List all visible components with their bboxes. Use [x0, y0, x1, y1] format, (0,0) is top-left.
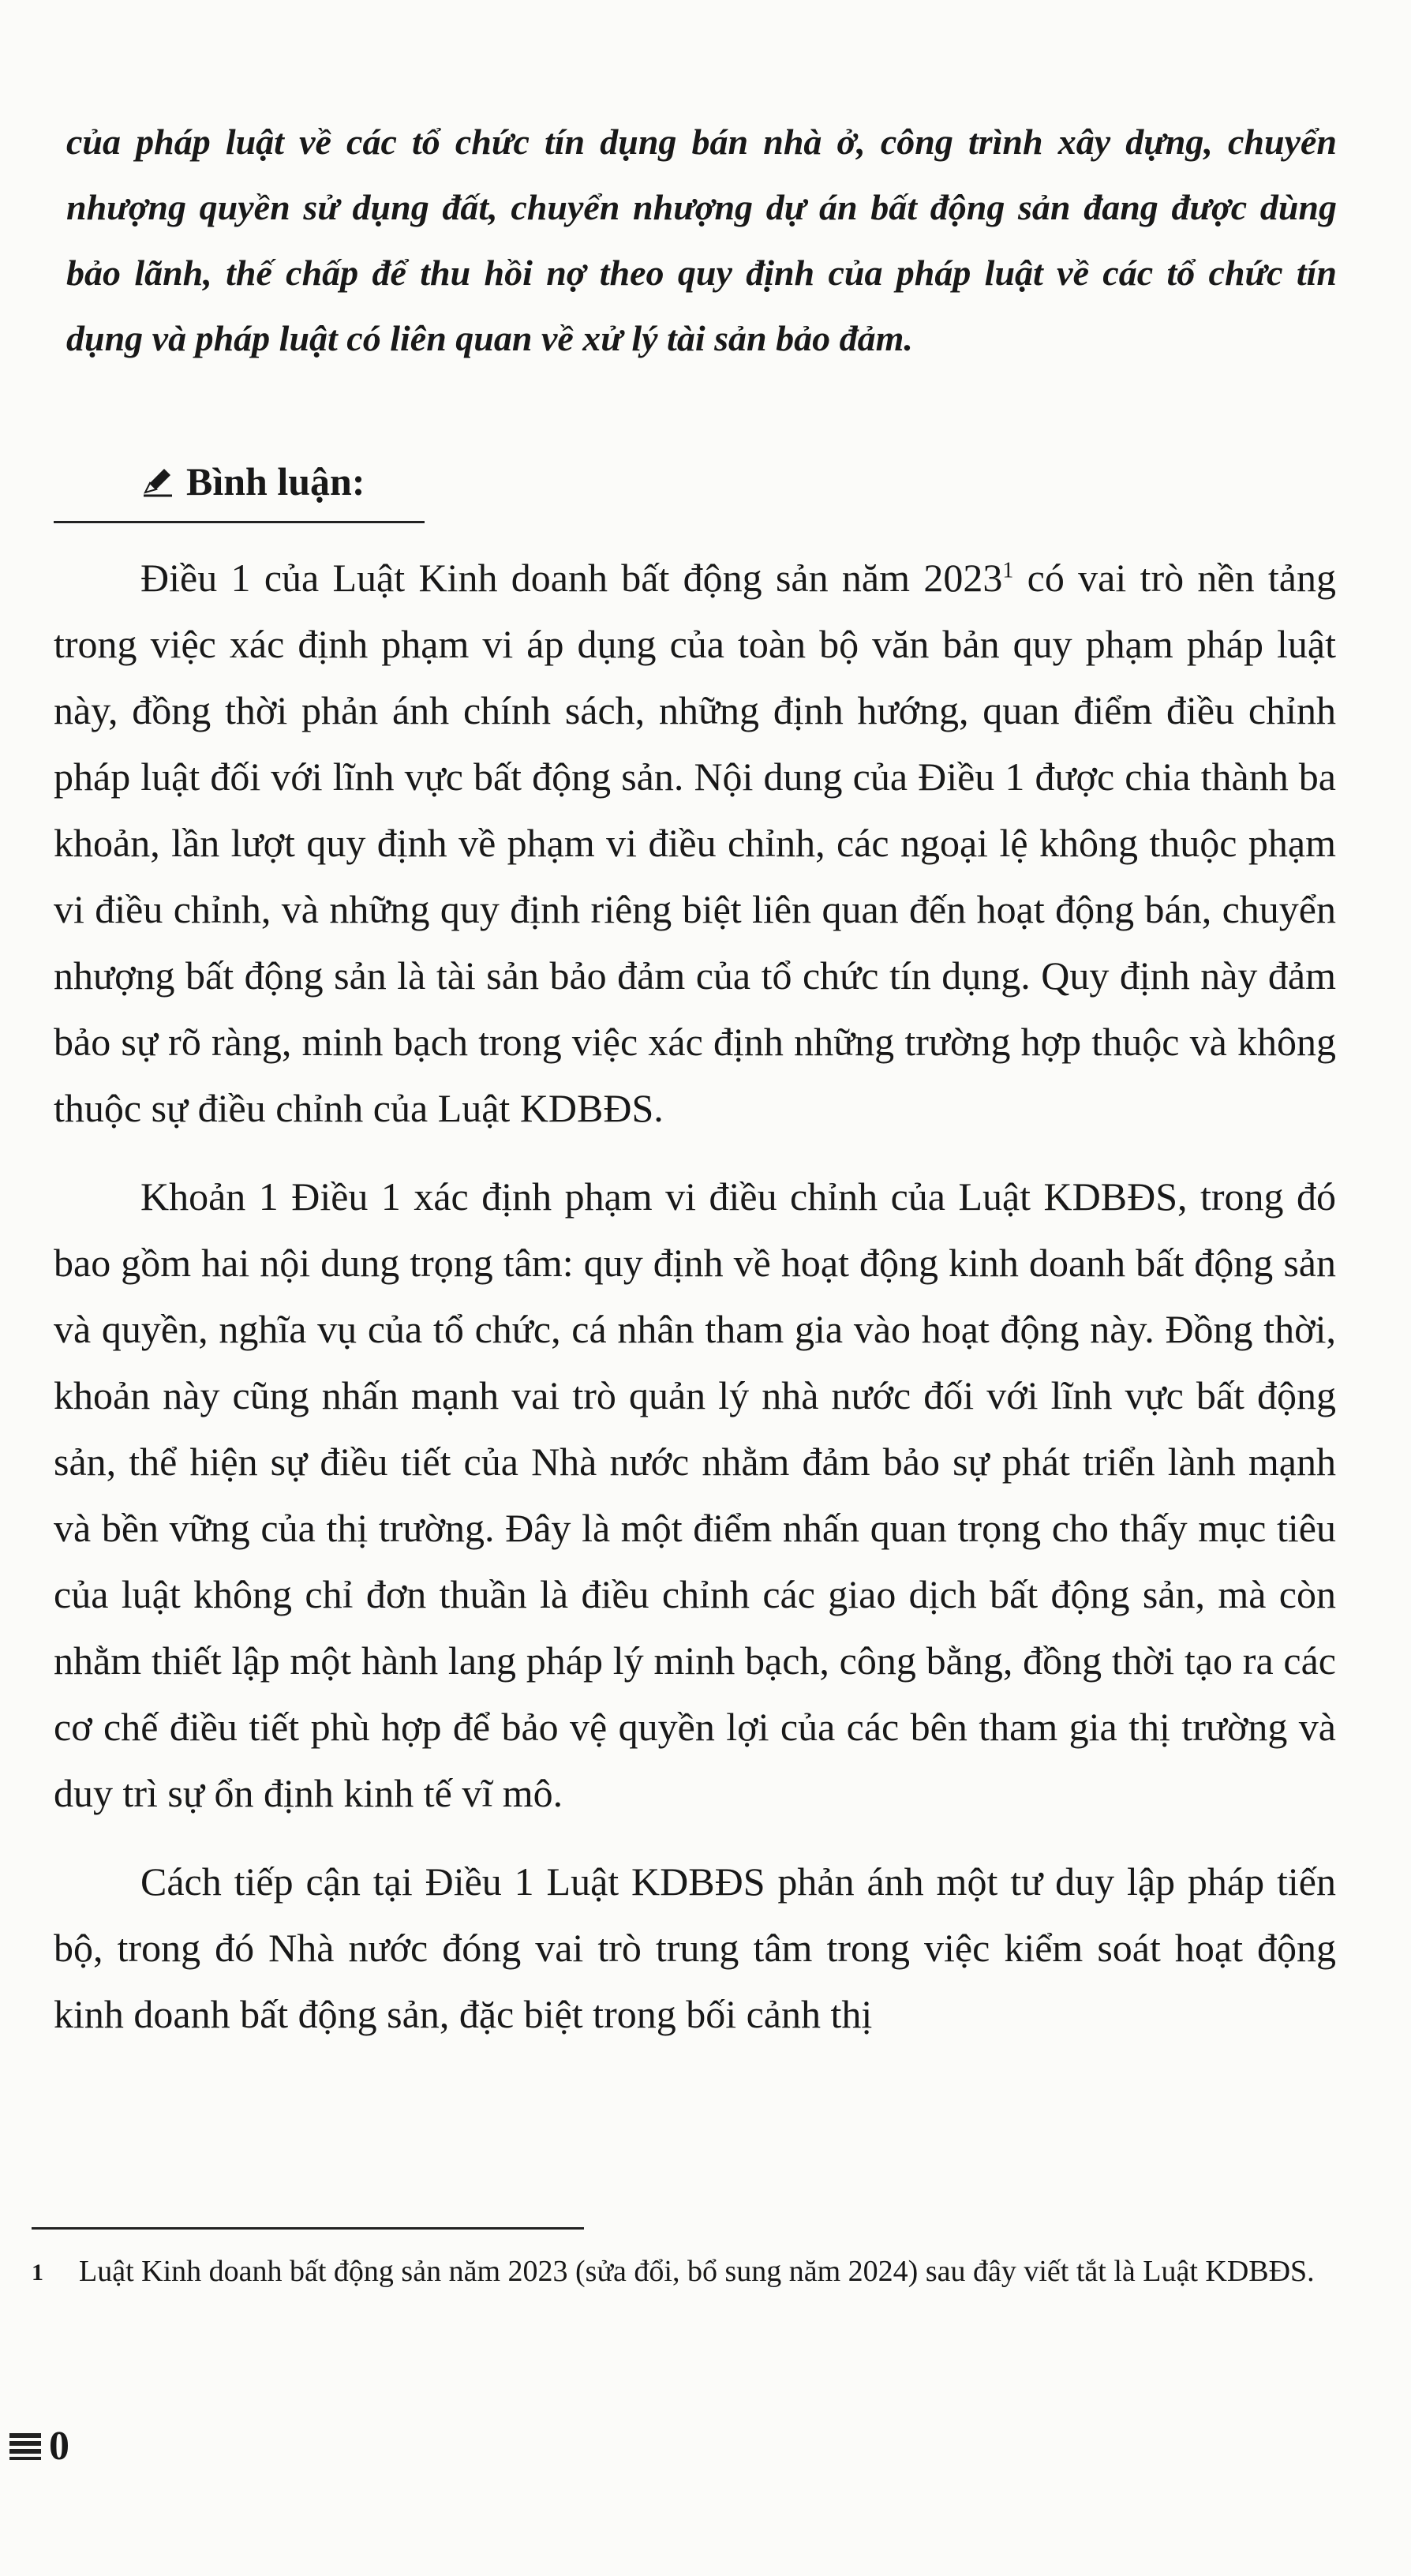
- heading-underline: [54, 521, 425, 523]
- paragraph-2: Khoản 1 Điều 1 xác định phạm vi điều chỉnh của Luật KDBĐS, trong đó bao gồm hai nội dung trọng tâm: quy định về hoạt động kinh doanh bất động sản và quyền, nghĩa vụ của tổ chức, cá nhân tham gia vào hoạt động này. Đồng thời, khoản này cũng nhấn mạnh vai trò quản lý nhà nước đối với lĩnh vực bất động sản, thể hiện sự điều tiết của Nhà nước nhằm đảm bảo sự phát triển lành mạnh và bền vững của thị trường. Đây là một điểm nhấn quan trọng cho thấy mục tiêu của luật không chỉ đơn thuần là điều chỉnh các giao dịch bất động sản, mà còn nhằm thiết lập một hành lang pháp lý minh bạch, công bằng, đồng thời tạo ra các cơ chế điều tiết phù hợp để bảo vệ quyền lợi của các bên tham gia thị trường và duy trì sự ổn định kinh tế vĩ mô.: [54, 1174, 1336, 1815]
- footnote-number: 1: [32, 2260, 43, 2286]
- intro-continuation-text: của pháp luật về các tổ chức tín dụng bán nhà ở, công trình xây dựng, chuyển nhượng quyền sử dụng đất, chuyển nhượng dự án bất động sản đang được dùng bảo lãnh, thế chấp để thu hồi nợ theo quy định của pháp luật về các tổ chức tín dụng và pháp luật có liên quan về xử lý tài sản bảo đảm.: [66, 122, 1337, 358]
- footnote-text: Luật Kinh doanh bất động sản năm 2023 (sửa đổi, bổ sung năm 2024) sau đây viết tắt là Luật KDBĐS.: [79, 2255, 1315, 2288]
- page-number-text: 0: [49, 2424, 69, 2469]
- footnote: [32, 2249, 1334, 2295]
- footnote-reference: 1: [1002, 558, 1014, 583]
- page-number: [9, 2423, 69, 2469]
- commentary-heading-text: Bình luận:: [186, 459, 365, 504]
- page-marker-icon: [9, 2433, 41, 2460]
- pen-icon: [142, 466, 174, 497]
- footnote-divider: [32, 2227, 584, 2230]
- commentary-heading: [142, 454, 365, 509]
- paragraph-3: Cách tiếp cận tại Điều 1 Luật KDBĐS phản ánh một tư duy lập pháp tiến bộ, trong đó Nhà nước đóng vai trò trung tâm trong việc kiểm soát hoạt động kinh doanh bất động sản, đặc biệt trong bối cảnh thị: [54, 1859, 1336, 2036]
- body-text: [54, 545, 1336, 2069]
- paragraph-1-rest: có vai trò nền tảng trong việc xác định phạm vi áp dụng của toàn bộ văn bản quy phạm pháp luật này, đồng thời phản ánh chính sách, những định hướng, quan điểm điều chỉnh pháp luật đối với lĩnh vực bất động sản. Nội dung của Điều 1 được chia thành ba khoản, lần lượt quy định về phạm vi điều chỉnh, các ngoại lệ không thuộc phạm vi điều chỉnh, và những quy định riêng biệt liên quan đến hoạt động bán, chuyển nhượng bất động sản là tài sản bảo đảm của tổ chức tín dụng. Quy định này đảm bảo sự rõ ràng, minh bạch trong việc xác định những trường hợp thuộc và không thuộc sự điều chỉnh của Luật KDBĐS.: [54, 556, 1336, 1130]
- paragraph-1-start: Điều 1 của Luật Kinh doanh bất động sản năm 2023: [140, 556, 1003, 600]
- paragraph-1: [54, 545, 1336, 1141]
